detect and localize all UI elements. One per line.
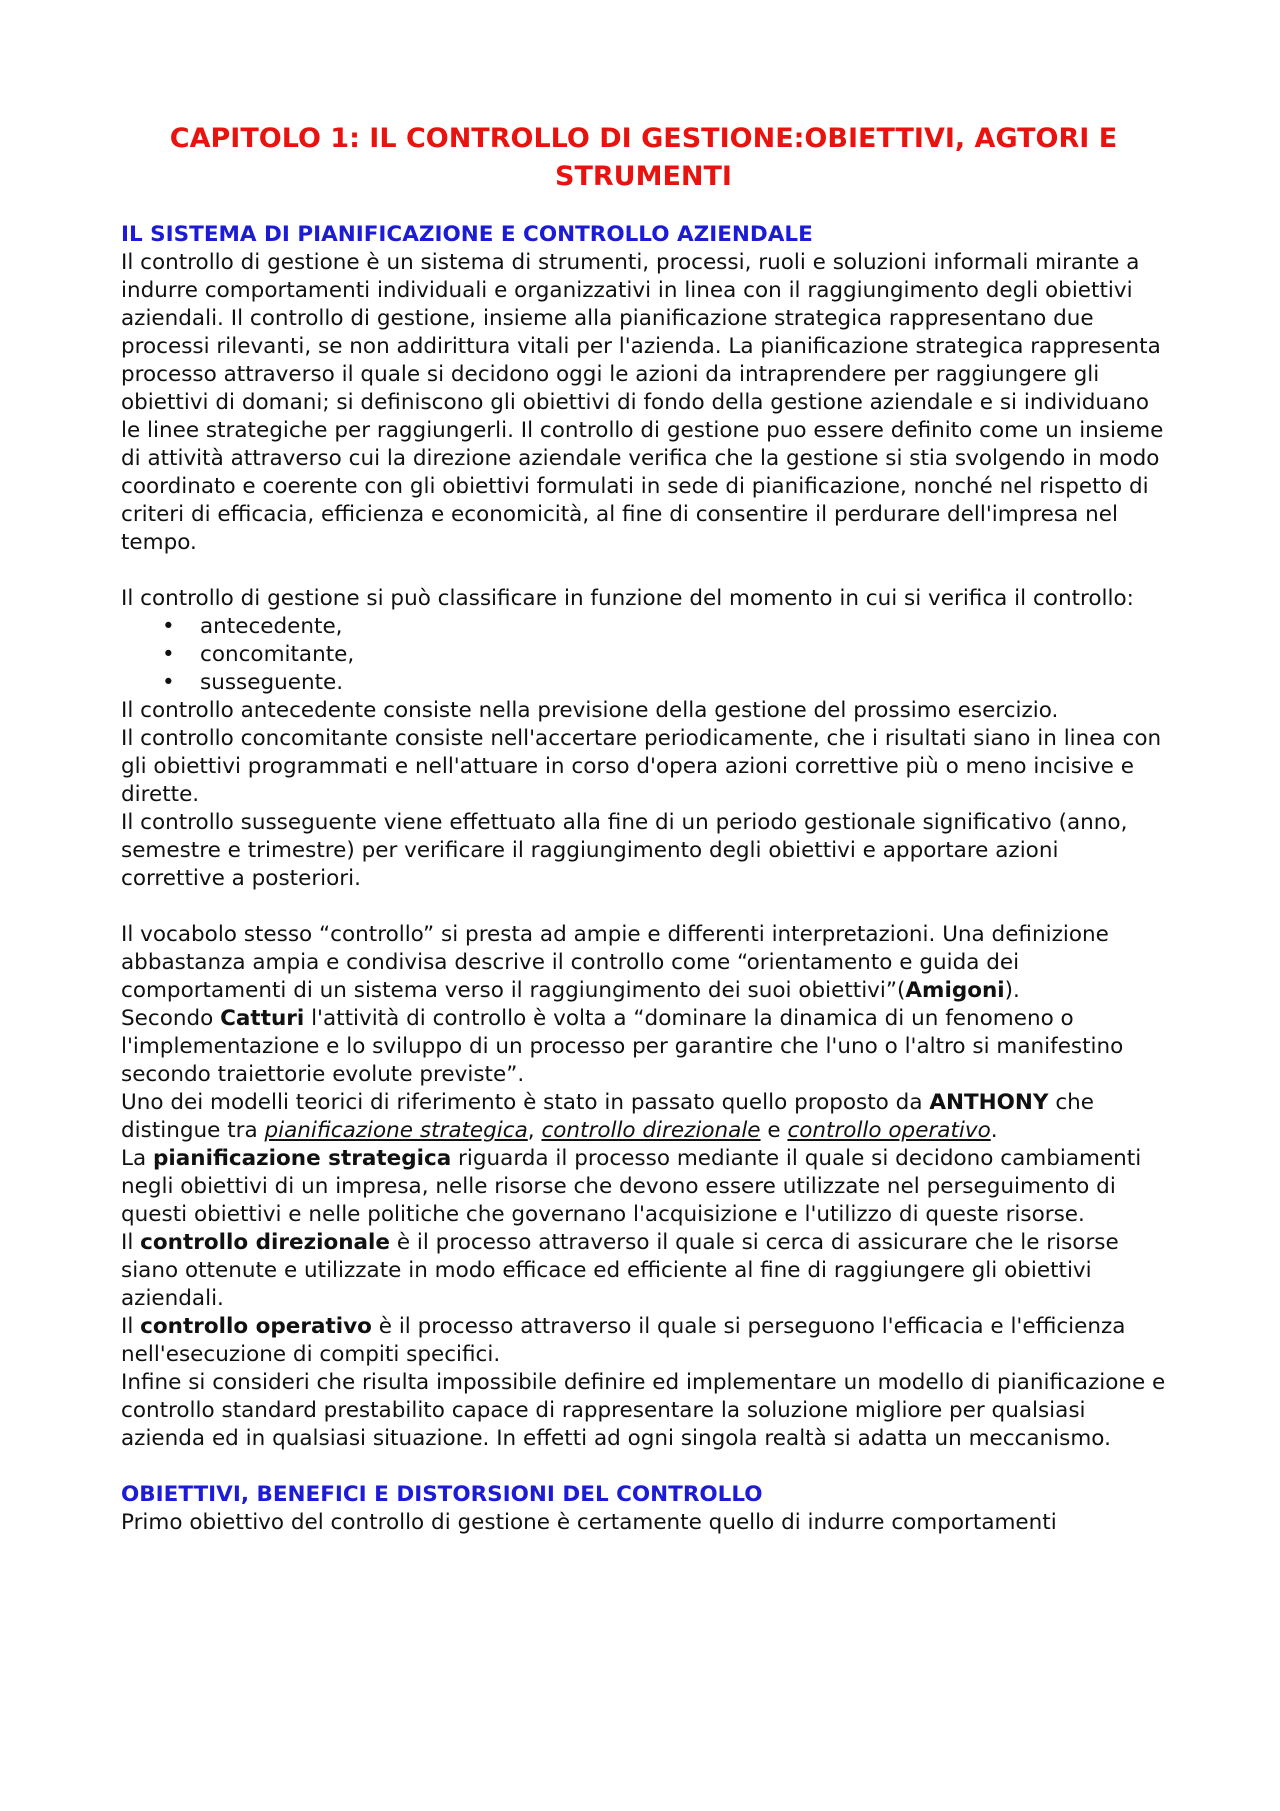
paragraph-classificazione: Il controllo di gestione si può classificare in funzione del momento in cui si verifica il controllo: [121, 586, 1134, 611]
author-anthony: ANTHONY [929, 1090, 1049, 1115]
paragraph-controllo-direzionale: Il controllo direzionale è il processo attraverso il quale si cerca di assicurare che le risorse siano ottenute e utilizzate in modo efficace ed efficiente al fine di raggiungere gli obiettivi aziendali. [121, 1230, 1119, 1311]
paragraph-primo-obiettivo: Primo obiettivo del controllo di gestione è certamente quello di indurre comportamenti [121, 1510, 1057, 1535]
author-catturi: Catturi [220, 1006, 305, 1031]
author-amigoni: Amigoni [905, 978, 1005, 1003]
paragraph-definizione: Il controllo di gestione è un sistema di strumenti, processi, ruoli e soluzioni informali mirante a indurre comportamenti individuali e organizzativi in linea con il raggiungimento degli obiettivi aziendali. Il controllo di gestione, insieme alla pianificazione strategica rappresentano due processi rilevanti, se non addirittura vitali per l'azienda. La pianificazione strategica rappresenta processo attraverso il quale si decidono oggi le azioni da intraprendere per raggiungere gli obiettivi di domani; si definiscono gli obiettivi di fondo della gestione aziendale e si individuano le linee strategiche per raggiungerli. Il controllo di gestione puo essere definito come un insieme di attività attraverso cui la direzione aziendale verifica che la gestione si stia svolgendo in modo coordinato e coerente con gli obiettivi formulati in sede di pianificazione, nonché nel rispetto di criteri di efficacia, efficienza e economicità, al fine di consentire il perdurare dell'impresa nel tempo. [121, 250, 1164, 555]
list-item: • susseguente. [162, 669, 1166, 697]
section-heading-obiettivi: OBIETTIVI, BENEFICI E DISTORSIONI DEL CONTROLLO [121, 1482, 763, 1507]
paragraph-conclusione: Infine si consideri che risulta impossibile definire ed implementare un modello di pianificazione e controllo standard prestabilito capace di rappresentare la soluzione migliore per qualsiasi azienda ed in qualsiasi situazione. In effetti ad ogni singola realtà si adatta un meccanismo. [121, 1370, 1166, 1451]
paragraph-catturi: Secondo Catturi l'attività di controllo è volta a “dominare la dinamica di un fenomeno o l'implementazione e lo sviluppo di un processo per garantire che l'uno o l'altro si manifestino secondo traiettorie evolute previste”. [121, 1006, 1124, 1087]
paragraph-susseguente: Il controllo susseguente viene effettuato alla fine di un periodo gestionale significativo (anno, semestre e trimestre) per verificare il raggiungimento degli obiettivi e apportare azioni correttive a posteriori. [121, 810, 1128, 891]
paragraph-controllo-operativo: Il controllo operativo è il processo attraverso il quale si perseguono l'efficacia e l'efficienza nell'esecuzione di compiti specifici. [121, 1314, 1126, 1367]
list-item: • concomitante, [162, 641, 1166, 669]
paragraph-anthony: Uno dei modelli teorici di riferimento è stato in passato quello proposto da ANTHONY che distingue tra pianificazione strategica, controllo direzionale e controllo operativo. [121, 1090, 1094, 1143]
document-body [121, 120, 1166, 1537]
term-pianificazione-strategica: pianificazione strategica [264, 1118, 528, 1143]
paragraph-antecedente: Il controllo antecedente consiste nella previsione della gestione del prossimo esercizio. [121, 698, 1059, 723]
term-controllo-operativo: controllo operativo [787, 1118, 991, 1143]
paragraph-concomitante: Il controllo concomitante consiste nell'accertare periodicamente, che i risultati siano in linea con gli obiettivi programmati e nell'attuare in corso d'opera azioni correttive più o meno incisive e dirette. [121, 726, 1162, 807]
term-controllo-direzionale: controllo direzionale [541, 1118, 761, 1143]
section-heading-sistema: IL SISTEMA DI PIANIFICAZIONE E CONTROLLO AZIENDALE [121, 222, 813, 247]
paragraph-vocabolo: Il vocabolo stesso “controllo” si presta ad ampie e differenti interpretazioni. Una definizione abbastanza ampia e condivisa descrive il controllo come “orientamento e guida dei comportamenti di un sistema verso il raggiungimento dei suoi obiettivi”(Amigoni). [121, 922, 1109, 1003]
control-types-list [121, 613, 1166, 697]
paragraph-pianificazione-strategica: La pianificazione strategica riguarda il processo mediante il quale si decidono cambiamenti negli obiettivi di un impresa, nelle risorse che devono essere utilizzate nel perseguimento di questi obiettivi e nelle politiche che governano l'acquisizione e l'utilizzo di queste risorse. [121, 1146, 1142, 1227]
list-item: • antecedente, [162, 613, 1166, 641]
chapter-title: CAPITOLO 1: IL CONTROLLO DI GESTIONE:OBIETTIVI, AGTORI E STRUMENTI [169, 123, 1118, 192]
